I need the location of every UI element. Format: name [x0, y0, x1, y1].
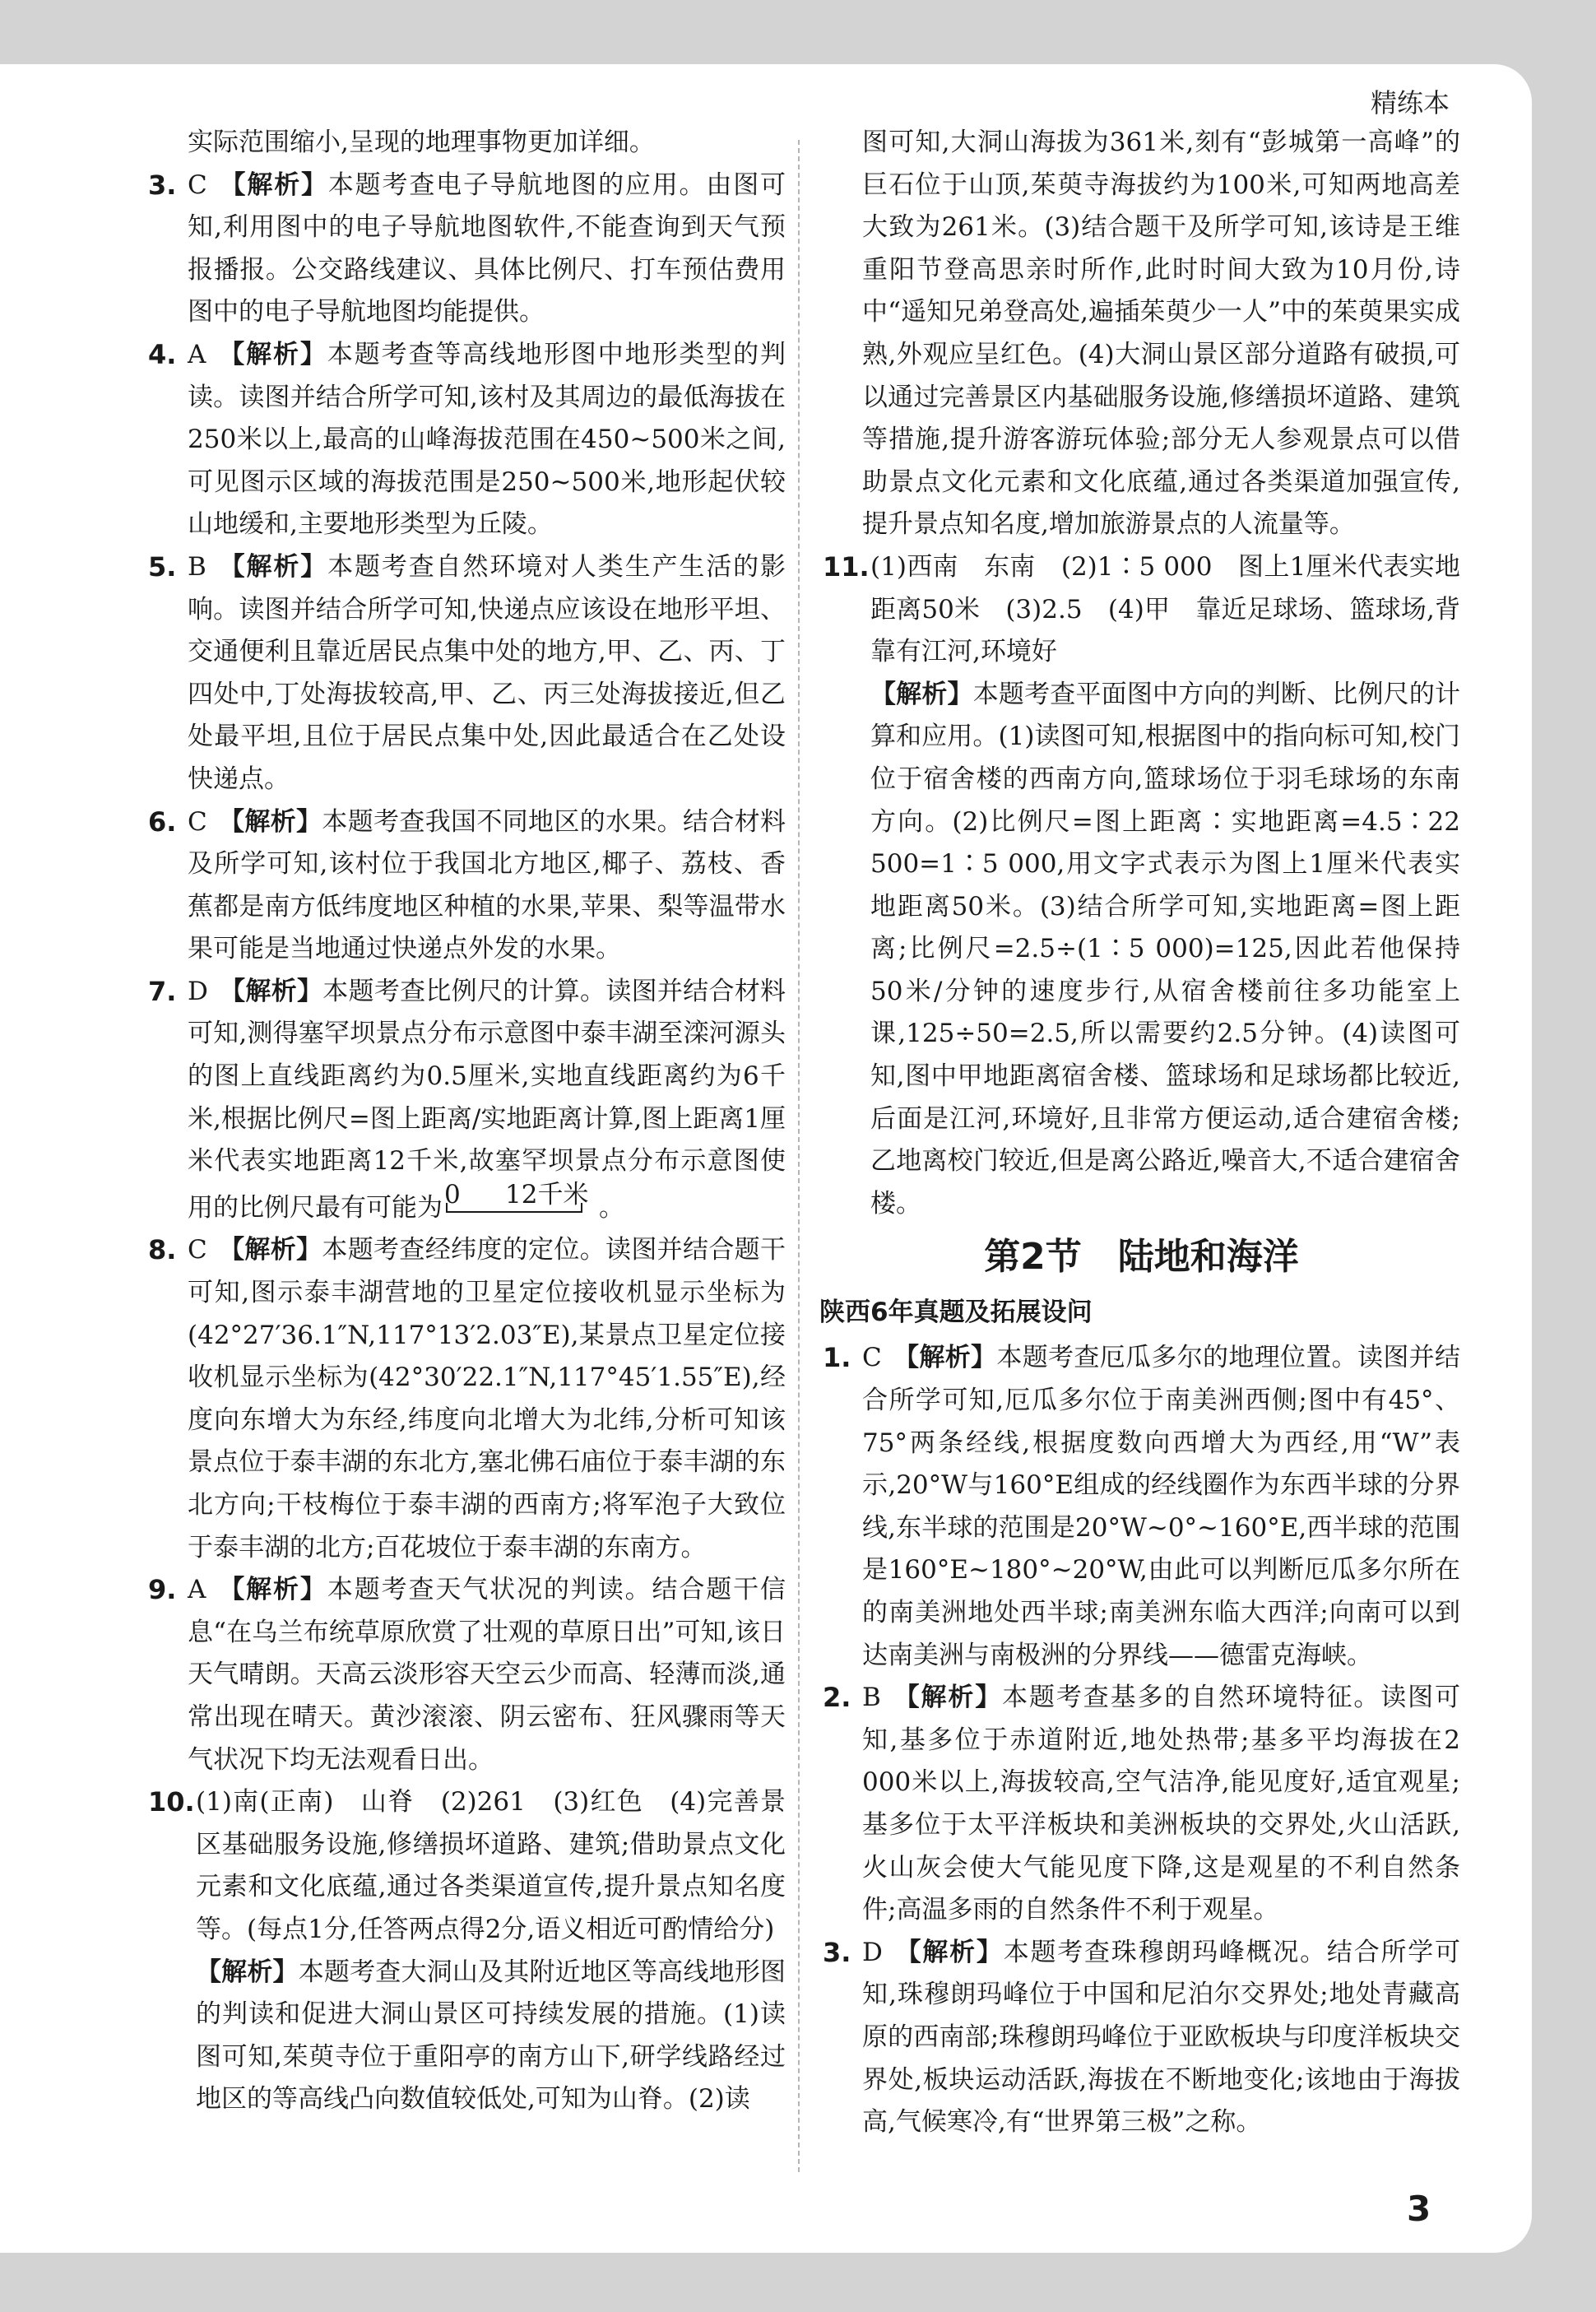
- item-number: 6.: [148, 805, 177, 838]
- item-answer: C: [188, 1235, 207, 1265]
- analysis-text: 本题考查厄瓜多尔的地理位置。读图并结合所学可知,厄瓜多尔位于南美洲西侧;图中有45°、75°两条经线,根据度数向西增大为西经,用“W”表示,20°W与160°E组成的经线圈作为东西半球的分界线,东半球的范围是20°W~0°~160°E,西半球的范围是160°E~180°~20°W,由此可以判断厄瓜多尔所在的南美洲地处西半球;南美洲东临大西洋;向南可以到达南美洲与南极洲的分界线——德雷克海峡。: [862, 1343, 1461, 1670]
- item-answer: C: [188, 806, 207, 837]
- answer-item: [148, 971, 786, 1230]
- item-answer: D: [188, 976, 208, 1006]
- left-column: [148, 122, 786, 2121]
- item-number: 3.: [148, 169, 177, 201]
- analysis-tag: 【解析】: [218, 169, 328, 200]
- analysis-text: 本题考查平面图中方向的判断、比例尺的计算和应用。(1)读图可知,根据图中的指向标可知,校门位于宿舍楼的西南方向,篮球场位于羽毛球场的东南方向。(2)比例尺=图上距离∶实地距离=4.5∶22 500=1∶5 000,用文字式表示为图上1厘米代表实地距离50米。(3)结合所学可知,实地距离=图上距离;比例尺=2.5÷(1∶5 000)=125,因此若他保持50米/分钟的速度步行,从宿舍楼前往多功能室上课,125÷50=2.5,所以需要约2.5分钟。(4)读图可知,图中甲地距离宿舍楼、篮球场和足球场都比较近,后面是江河,环境好,且非常方便运动,适合建宿舍楼;乙地离校门较近,但是离公路近,噪音大,不适合建宿舍楼。: [870, 679, 1461, 1219]
- item-body: [188, 1569, 786, 1781]
- answer-item: [823, 1932, 1460, 2144]
- analysis-paragraph: [196, 1952, 786, 2121]
- scale-bar-tick: [446, 1203, 448, 1211]
- item-number: 1.: [823, 1342, 851, 1374]
- answer-text: (1)西南 东南 (2)1∶5 000 图上1厘米代表实地距离50米 (3)2.5 (4)甲 靠近足球场、篮球场,背靠有江河,环境好: [870, 551, 1460, 667]
- analysis-text: 本题考查等高线地形图中地形类型的判读。读图并结合所学可知,该村及其周边的最低海拔在250米以上,最高的山峰海拔范围在450~500米之间,可见图示区域的海拔范围是250~500米,地形起伏较山地缓和,主要地形类型为丘陵。: [188, 339, 786, 540]
- analysis-tag: 【解析】: [219, 976, 323, 1006]
- analysis-text: 本题考查天气状况的判读。结合题干信息“在乌兰布统草原欣赏了壮观的草原日出”可知,该日天气晴朗。天高云淡形容天空云少而高、轻薄而淡,通常出现在晴天。黄沙滚滚、阴云密布、狂风骤雨等天气状况下均无法观看日出。: [188, 1575, 786, 1775]
- item-number: 8.: [148, 1234, 177, 1266]
- analysis-tag: 【解析】: [217, 1575, 327, 1605]
- analysis-text: 本题考查大洞山及其附近地区等高线地形图的判读和促进大洞山景区可持续发展的措施。(1)读图可知,茱萸寺位于重阳亭的南方山下,研学线路经过地区的等高线凸向数值较低处,可知为山脊。(2)读: [196, 1957, 786, 2115]
- answer-item: [823, 1677, 1460, 1932]
- answer-item: [823, 1337, 1460, 1677]
- item-body: [862, 1932, 1460, 2144]
- sentence-end: 。: [599, 1192, 624, 1223]
- section-title: 第2节 陆地和海洋: [984, 1236, 1299, 1279]
- answer-item: [148, 334, 786, 546]
- item-body: [862, 1677, 1460, 1932]
- analysis-text: 本题考查电子导航地图的应用。由图可知,利用图中的电子导航地图软件,不能查询到天气预报播报。公交路线建议、具体比例尺、打车预估费用图中的电子导航地图均能提供。: [188, 169, 786, 327]
- scale-bar: [443, 1179, 599, 1221]
- item-number: 11.: [823, 550, 870, 583]
- analysis-tag: 【解析】: [218, 1235, 322, 1265]
- answer-item: [148, 165, 786, 334]
- item-answer: C: [188, 169, 207, 200]
- item-body: [188, 971, 786, 1230]
- answer-item: [148, 1781, 786, 2121]
- analysis-tag: 【解析】: [218, 806, 322, 837]
- analysis-tag: 【解析】: [893, 1937, 1004, 1967]
- answer-item: [823, 546, 1460, 1226]
- answer-text: (1)南(正南) 山脊 (2)261 (3)红色 (4)完善景区基础服务设施,修缮损坏道路、建筑;借助景点文化元素和文化底蕴,通过各类渠道宣传,提升景点知名度等。(每点1分,任答两点得2分,语义相近可酌情给分): [196, 1787, 786, 1944]
- analysis-text: 本题考查基多的自然环境特征。读图可知,基多位于赤道附近,地处热带;基多平均海拔在2 000米以上,海拔较高,空气洁净,能见度好,适宜观星;基多位于太平洋板块和美洲板块的交界处,火山活跃,火山灰会使大气能见度下降,这是观星的不利自然条件;高温多雨的自然条件不利于观星。: [862, 1683, 1461, 1925]
- item-body: [188, 334, 786, 546]
- analysis-text: 本题考查比例尺的计算。读图并结合材料可知,测得塞罕坝景点分布示意图中泰丰湖至滦河源头的图上直线距离约为0.5厘米,实地直线距离约为6千米,根据比例尺=图上距离/实地距离计算,图上距离1厘米代表实地距离12千米,故塞罕坝景点分布示意图使用的比例尺最有可能为: [188, 976, 786, 1223]
- item-body: [870, 546, 1460, 1226]
- item-number: 4.: [148, 338, 177, 370]
- analysis-tag: 【解析】: [892, 1683, 1003, 1713]
- subsection-title: 陕西6年真题及拓展设问: [819, 1298, 1093, 1328]
- scale-bar-label: 12千米: [505, 1179, 589, 1209]
- continuation-text: 图可知,大洞山海拔为361米,刻有“彭城第一高峰”的巨石位于山顶,茱萸寺海拔约为100米,可知两地高差大致为261米。(3)结合题干及所学可知,该诗是王维重阳节登高思亲时所作,此时时间大致为10月份,诗中“遥知兄弟登高处,遍插茱萸少一人”中的茱萸果实成熟,外观应呈红色。(4)大洞山景区部分道路有破损,可以通过完善景区内基础服务设施,修缮损坏道路、建筑等措施,提升游客游玩体验;部分无人参观景点可以借助景点文化元素和文化底蕴,通过各类渠道加强宣传,提升景点知名度,增加旅游景点的人流量等。: [862, 128, 1460, 540]
- answer-item: [148, 546, 786, 801]
- header-tag: 精练本: [1370, 87, 1450, 118]
- item-number: 3.: [823, 1936, 851, 1968]
- item-body: [188, 165, 786, 334]
- item-number: 9.: [148, 1574, 177, 1606]
- analysis-text: 本题考查经纬度的定位。读图并结合题干可知,图示泰丰湖营地的卫星定位接收机显示坐标为(42°27′36.1″N,117°13′2.03″E),某景点卫星定位接收机显示坐标为(42°30′22.1″N,117°45′1.55″E),经度向东增大为东经,纬度向北增大为北纬,分析可知该景点位于泰丰湖的东北方,塞北佛石庙位于泰丰湖的东北方向;干枝梅位于泰丰湖的西南方;将军泡子大致位于泰丰湖的北方;百花坡位于泰丰湖的东南方。: [188, 1235, 786, 1562]
- analysis-tag: 【解析】: [196, 1957, 299, 1987]
- continuation-text: 实际范围缩小,呈现的地理事物更加详细。: [188, 128, 655, 157]
- analysis-tag: 【解析】: [217, 339, 327, 369]
- item-body: [188, 801, 786, 971]
- item-answer: B: [188, 551, 206, 582]
- item-number: 2.: [823, 1682, 851, 1714]
- analysis-text: 本题考查珠穆朗玛峰概况。结合所学可知,珠穆朗玛峰位于中国和尼泊尔交界处;地处青藏高原的西南部;珠穆朗玛峰位于亚欧板块与印度洋板块交界处,板块运动活跃,海拔在不断地变化;该地由于海拔高,气候寒冷,有“世界第三极”之称。: [862, 1937, 1460, 2138]
- item-answer: D: [862, 1937, 883, 1967]
- page-number: 3: [1407, 2189, 1431, 2229]
- answer-item: [148, 1229, 786, 1569]
- item-number: 10.: [148, 1786, 195, 1818]
- item-body: [188, 1229, 786, 1569]
- analysis-text: 本题考查我国不同地区的水果。结合材料及所学可知,该村位于我国北方地区,椰子、荔枝、香蕉都是南方低纬度地区种植的水果,苹果、梨等温带水果可能是当地通过快递点外发的水果。: [188, 806, 786, 964]
- scale-bar-line: [446, 1211, 582, 1213]
- item-answer: B: [862, 1683, 881, 1713]
- scale-bar-zero: 0: [444, 1179, 461, 1209]
- item-number: 5.: [148, 550, 177, 583]
- item-answer: A: [188, 1575, 206, 1605]
- analysis-paragraph: [870, 674, 1460, 1226]
- item-answer: C: [862, 1343, 882, 1373]
- analysis-tag: 【解析】: [893, 1343, 997, 1373]
- column-divider: [798, 140, 800, 2172]
- item-body: [188, 546, 786, 801]
- analysis-tag: 【解析】: [870, 679, 973, 709]
- item-body: [196, 1781, 786, 2121]
- analysis-text: 本题考查自然环境对人类生产生活的影响。读图并结合所学可知,快递点应该设在地形平坦、交通便利且靠近居民点集中处的地方,甲、乙、丙、丁四处中,丁处海拔较高,甲、乙、丙三处海拔接近,但乙处最平坦,且位于居民点集中处,因此最适合在乙处设快递点。: [188, 551, 786, 794]
- item-number: 7.: [148, 975, 177, 1007]
- scale-bar-tick: [581, 1203, 582, 1211]
- answer-item: [148, 801, 786, 971]
- item-answer: A: [188, 339, 206, 369]
- item-body: [862, 1337, 1460, 1677]
- answer-item: [148, 1569, 786, 1781]
- right-column: [819, 122, 1461, 2144]
- analysis-tag: 【解析】: [217, 551, 328, 582]
